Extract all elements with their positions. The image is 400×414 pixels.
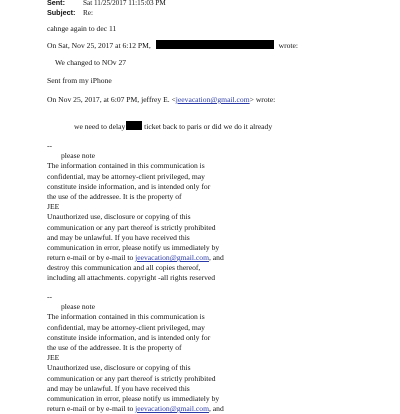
disclaimer-line: constitute inside information, and is intended only for	[47, 181, 211, 191]
message-body-1: cahnge again to dec 11	[47, 24, 117, 33]
disclaimer-email-line	[47, 253, 224, 263]
disclaimer-email-link[interactable]: jeevacation@gmail.com	[135, 253, 209, 263]
quote-header-1	[47, 40, 298, 51]
quote-header-2	[47, 95, 275, 105]
disclaimer-line: destroy this communication and all copies thereof,	[47, 263, 201, 273]
disclaimer-line: and may be unlawful. If you have received this	[47, 383, 190, 393]
sent-value: Sat 11/25/2017 11:15:03 PM	[83, 0, 166, 7]
disclaimer-block-2	[47, 292, 224, 414]
message-body-2: We changed to NOv 27	[55, 58, 127, 67]
disclaimer-line: The information contained in this communication is	[47, 161, 205, 171]
message-body-3-before: we need to delay	[74, 122, 126, 131]
sent-label: Sent:	[47, 0, 65, 7]
message-body-3-after: ticket back to paris or did we do it already	[142, 122, 273, 131]
disclaimer-email-after: , and	[208, 253, 224, 263]
quote-header-1-prefix: On Sat, Nov 25, 2017 at 6:12 PM,	[47, 41, 151, 50]
disclaimer-line: communication or any part thereof is strictly prohibited	[47, 373, 216, 383]
disclaimer-line: JEE	[47, 353, 60, 363]
disclaimer-line: the use of the addressee. It is the property of	[47, 191, 182, 201]
sender-email-link[interactable]: jeevacation@gmail.com	[175, 95, 250, 104]
disclaimer-line: confidential, may be attorney-client privileged, may	[47, 322, 205, 332]
disclaimer-email-after: , and	[208, 404, 224, 414]
disclaimer-email-before: return e-mail or by e-mail to	[47, 404, 136, 414]
disclaimer-line: confidential, may be attorney-client privileged, may	[47, 171, 205, 181]
disclaimer-line: communication or any part thereof is strictly prohibited	[47, 222, 216, 232]
email-header	[47, 0, 166, 18]
message-body-3	[74, 121, 272, 132]
disclaimer-line: Unauthorized use, disclosure or copying of this	[47, 363, 191, 373]
disclaimer-line: JEE	[47, 202, 60, 212]
disclaimer-separator: --	[47, 141, 53, 150]
disclaimer-line: the use of the addressee. It is the property of	[47, 342, 182, 352]
disclaimer-line: including all attachments. copyright -all rights reserved	[47, 273, 216, 283]
email-signature: Sent from my iPhone	[47, 76, 112, 85]
disclaimer-email-link[interactable]: jeevacation@gmail.com	[135, 404, 209, 414]
disclaimer-note: please note	[61, 151, 95, 161]
quote-header-2-suffix: > wrote:	[249, 95, 276, 104]
disclaimer-line: The information contained in this communication is	[47, 312, 205, 322]
disclaimer-separator: --	[47, 292, 53, 301]
quote-header-2-prefix: On Nov 25, 2017, at 6:07 PM, jeffrey E. <	[47, 95, 176, 104]
redaction-box	[126, 121, 142, 130]
disclaimer-note: please note	[61, 302, 95, 312]
quote-header-1-suffix: wrote:	[278, 41, 299, 50]
disclaimer-block-1	[47, 141, 224, 284]
subject-label: Subject:	[47, 8, 76, 17]
disclaimer-line: communication in error, please notify us immediately by	[47, 242, 220, 252]
disclaimer-line: Unauthorized use, disclosure or copying of this	[47, 212, 191, 222]
disclaimer-line: and may be unlawful. If you have received this	[47, 232, 190, 242]
disclaimer-email-line	[47, 404, 224, 414]
disclaimer-line: constitute inside information, and is intended only for	[47, 332, 211, 342]
disclaimer-email-before: return e-mail or by e-mail to	[47, 253, 136, 263]
disclaimer-line: communication in error, please notify us immediately by	[47, 393, 220, 403]
redaction-box	[156, 40, 274, 49]
subject-value: Re:	[83, 9, 93, 17]
